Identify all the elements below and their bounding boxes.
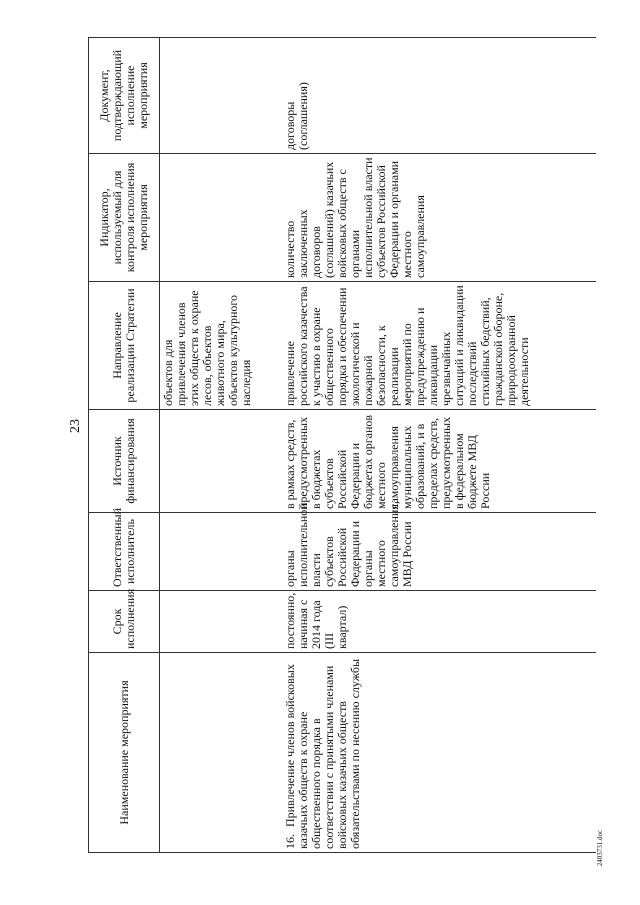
cell-empty [160, 154, 283, 282]
header-document: Документ, подтверждающий исполнение мероприятия [89, 38, 160, 154]
cell-document: договоры (соглашения) [282, 38, 596, 154]
cell-deadline: постоянно, начиная с 2014 года (III квартал) [282, 591, 596, 653]
header-direction: Направление реализации Стратегии [89, 282, 160, 410]
cell-executor: органы исполнительной власти субъектов Российской Федерации и органы местного самоуправления, МВД России [282, 513, 596, 591]
header-executor: Ответственный исполнитель [89, 513, 160, 591]
cell-empty [160, 410, 283, 513]
cell-direction-continuation: объектов для привлечения членов этих обществ к охране лесов, объектов животного мира, объектов культурного наследия [160, 282, 283, 410]
cell-event-name [282, 653, 596, 853]
header-indicator: Индикатор, используемый для контроля исполнения мероприятия [89, 154, 160, 282]
header-event-name: Наименование мероприятия [89, 653, 160, 853]
cell-empty [160, 513, 283, 591]
rotated-table-wrapper [88, 38, 608, 853]
cell-empty [160, 38, 283, 154]
cell-indicator: количество заключенных договоров (соглашений) казачьих войсковых обществ с органами исполнительной власти субъектов Российской Федерации и органами местного самоуправления [282, 154, 596, 282]
table-row-continuation [160, 38, 283, 853]
page-number: 23 [68, 419, 83, 433]
cell-empty [160, 591, 283, 653]
header-deadline: Срок исполнения [89, 591, 160, 653]
table-header-row [89, 38, 160, 853]
events-table [88, 37, 596, 853]
event-name-text: Привлечение членов войсковых казачьих обществ к охране общественного порядка в соответствии с принятыми членами войсковых казачьих обществ обязательствами по несению службы [283, 658, 362, 849]
document-table-area [88, 38, 608, 853]
cell-funding: в рамках средств, предусмотренных в бюджетах субъектов Российской Федерации и бюджетах органов местного самоуправления муниципальных образований, и в пределах средств, предусмотренных в федеральном бюджете МВД России [282, 410, 596, 513]
cell-direction: привлечение российского казачества к участию в охране общественного порядка и обеспечении экологической и пожарной безопасности, к реализации мероприятий по предупреждению и ликвидации чрезвычайных ситуаций и ликвидации последствий стихийных бедствий, гражданской обороне, природоохранной деятельности [282, 282, 596, 410]
header-funding: Источник финансирования [89, 410, 160, 513]
row-number: 16. [283, 834, 297, 849]
cell-empty [160, 653, 283, 853]
footer-filename: 2403731.doc [596, 829, 604, 867]
table-row-16 [282, 38, 596, 853]
